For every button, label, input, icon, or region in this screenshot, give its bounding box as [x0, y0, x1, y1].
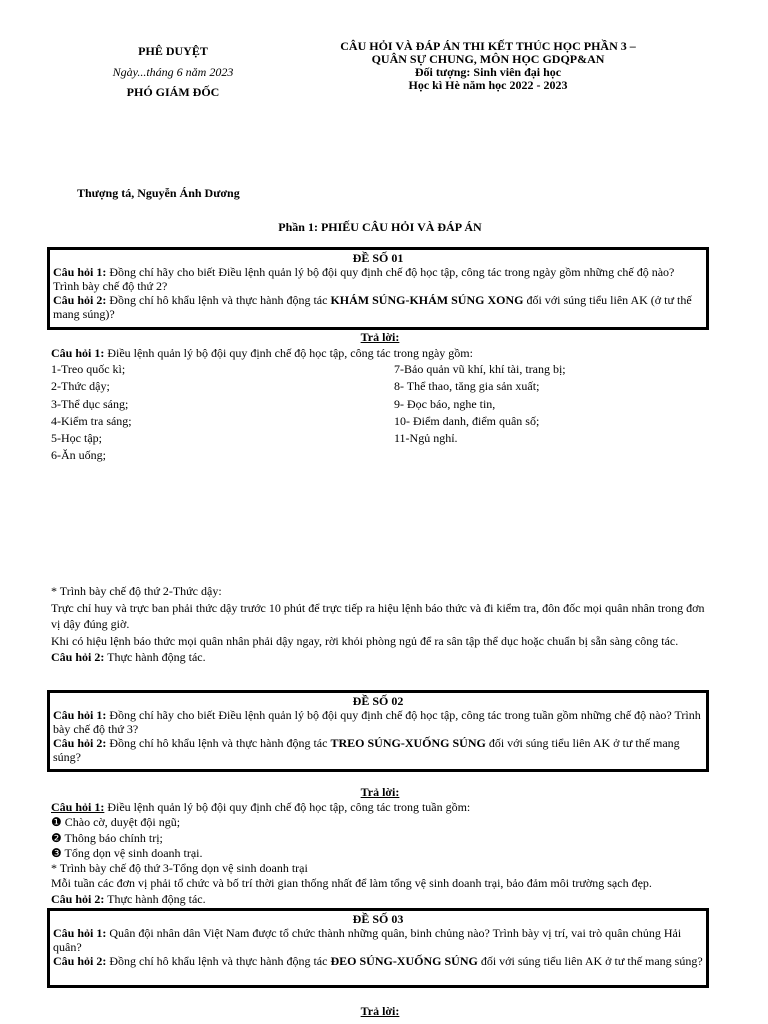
answer-1-left-list [51, 361, 132, 465]
detail-paragraph: Khi có hiệu lệnh báo thức mọi quân nhân phải dậy ngay, rời khỏi phòng ngủ để ra sân tập thể dục hoặc chuẩn bị sẵn sàng công tác. [51, 633, 679, 648]
detail-paragraph: Mỗi tuần các đơn vị phải tổ chức và bố trí thời gian thống nhất để làm tổng vệ sinh doanh trại, bảo đảm môi trường sạch đẹp. [51, 876, 652, 891]
answer-1-detail [51, 583, 716, 666]
signer-name: Thượng tá, Nguyễn Ánh Dương [77, 186, 240, 200]
detail-title: * Trình bày chế độ thứ 3-Tổng dọn vệ sinh doanh trại [51, 861, 308, 876]
answer-2-question-1: Câu hỏi 1: Điều lệnh quản lý bộ đội quy định chế độ học tập, công tác trong tuần gồm: [51, 800, 471, 814]
exam-3-box [47, 908, 709, 988]
exam-1-title: ĐỀ SỐ 01 [352, 251, 404, 265]
answer-1-question-2: Câu hỏi 2: Thực hành động tác. [51, 650, 206, 664]
approver-position: PHÓ GIÁM ĐỐC [126, 85, 220, 99]
part-title: Phần 1: PHIẾU CÂU HỎI VÀ ĐÁP ÁN [278, 220, 482, 234]
answer-1-title: Trả lời: [360, 330, 400, 344]
list-item: 7-Bảo quản vũ khí, khí tài, trang bị; [394, 362, 566, 376]
list-item: ❷ Thông báo chính trị; [51, 830, 163, 845]
list-item: 1-Treo quốc kì; [51, 362, 126, 376]
exam-2-question-1: Câu hỏi 1: Đồng chí hãy cho biết Điều lệnh quản lý bộ đội quy định chế độ học tập, công tác trong tuần gồm những chế độ nào? Trình bày chế độ thứ 3? [53, 708, 701, 736]
list-item: 10- Điểm danh, điểm quân số; [394, 413, 540, 428]
answer-3-title: Trả lời: [360, 1004, 400, 1018]
exam-2-title: ĐỀ SỐ 02 [352, 694, 404, 708]
doc-audience: Đối tượng: Sinh viên đại học [414, 65, 562, 79]
detail-paragraph: Trực chỉ huy và trực ban phải thức dậy trước 10 phút để trực tiếp ra hiệu lệnh báo thức và đi kiểm tra, đôn đốc mọi quân nhân trong đơn vị dậy đúng giờ. [51, 600, 705, 631]
list-item: 8- Thể thao, tăng gia sản xuất; [394, 379, 540, 394]
exam-1-box [47, 247, 709, 330]
exam-3-title: ĐỀ SỐ 03 [352, 912, 404, 926]
exam-3-question-1: Câu hỏi 1: Quân đội nhân dân Việt Nam được tổ chức thành những quân, binh chủng nào? Trình bày vị trí, vai trò quân chủng Hải quân? [53, 926, 682, 954]
list-item: 3-Thể dục sáng; [51, 396, 129, 411]
list-item: 9- Đọc báo, nghe tin, [394, 396, 496, 411]
list-item: ❸ Tổng dọn vệ sinh doanh trại. [51, 845, 203, 860]
answer-2-body [51, 800, 716, 907]
doc-term: Học kì Hè năm học 2022 - 2023 [408, 78, 568, 92]
exam-1-question-2: Câu hỏi 2: Đồng chí hô khẩu lệnh và thực hành động tác KHÁM SÚNG-KHÁM SÚNG XONG đối với súng tiểu liên AK (ở tư thế mang súng)? [53, 293, 692, 321]
doc-title-line-2: QUÂN SỰ CHUNG, MÔN HỌC GDQP&AN [371, 52, 605, 66]
exam-3-question-2: Câu hỏi 2: Đồng chí hô khẩu lệnh và thực hành động tác ĐEO SÚNG-XUỐNG SÚNG đối với súng tiểu liên AK ở tư thế mang súng? [53, 954, 703, 968]
list-item: 2-Thức dậy; [51, 379, 110, 394]
list-item: 4-Kiểm tra sáng; [51, 413, 132, 428]
list-item: 11-Ngủ nghỉ. [394, 431, 458, 446]
exam-2-question-2: Câu hỏi 2: Đồng chí hô khẩu lệnh và thực hành động tác TREO SÚNG-XUỐNG SÚNG đối với súng tiểu liên AK ở tư thế mang súng? [53, 736, 680, 764]
approve-label: PHÊ DUYỆT [138, 44, 208, 58]
answer-2-title: Trả lời: [360, 785, 400, 799]
detail-title: * Trình bày chế độ thứ 2-Thức dậy: [51, 584, 222, 598]
list-item: ❶ Chào cờ, duyệt đội ngũ; [51, 815, 181, 830]
answer-2-question-2: Câu hỏi 2: Thực hành động tác. [51, 891, 206, 906]
doc-title [318, 40, 658, 92]
doc-title-line-1: CÂU HỎI VÀ ĐÁP ÁN THI KẾT THÚC HỌC PHẦN 3 – [340, 39, 636, 53]
approve-date: Ngày...tháng 6 năm 2023 [112, 65, 234, 79]
exam-2-box [47, 690, 709, 772]
list-item: 6-Ăn uống; [51, 448, 106, 463]
exam-1-question-1: Câu hỏi 1: Đồng chí hãy cho biết Điều lệnh quản lý bộ đội quy định chế độ học tập, công tác trong ngày gồm những chế độ nào? Trình bày chế độ thứ 2? [53, 265, 675, 293]
answer-1-question-1: Câu hỏi 1: Điều lệnh quản lý bộ đội quy định chế độ học tập, công tác trong ngày gồm: [51, 346, 473, 360]
answer-1-right-list [394, 361, 566, 447]
list-item: 5-Học tập; [51, 431, 102, 446]
